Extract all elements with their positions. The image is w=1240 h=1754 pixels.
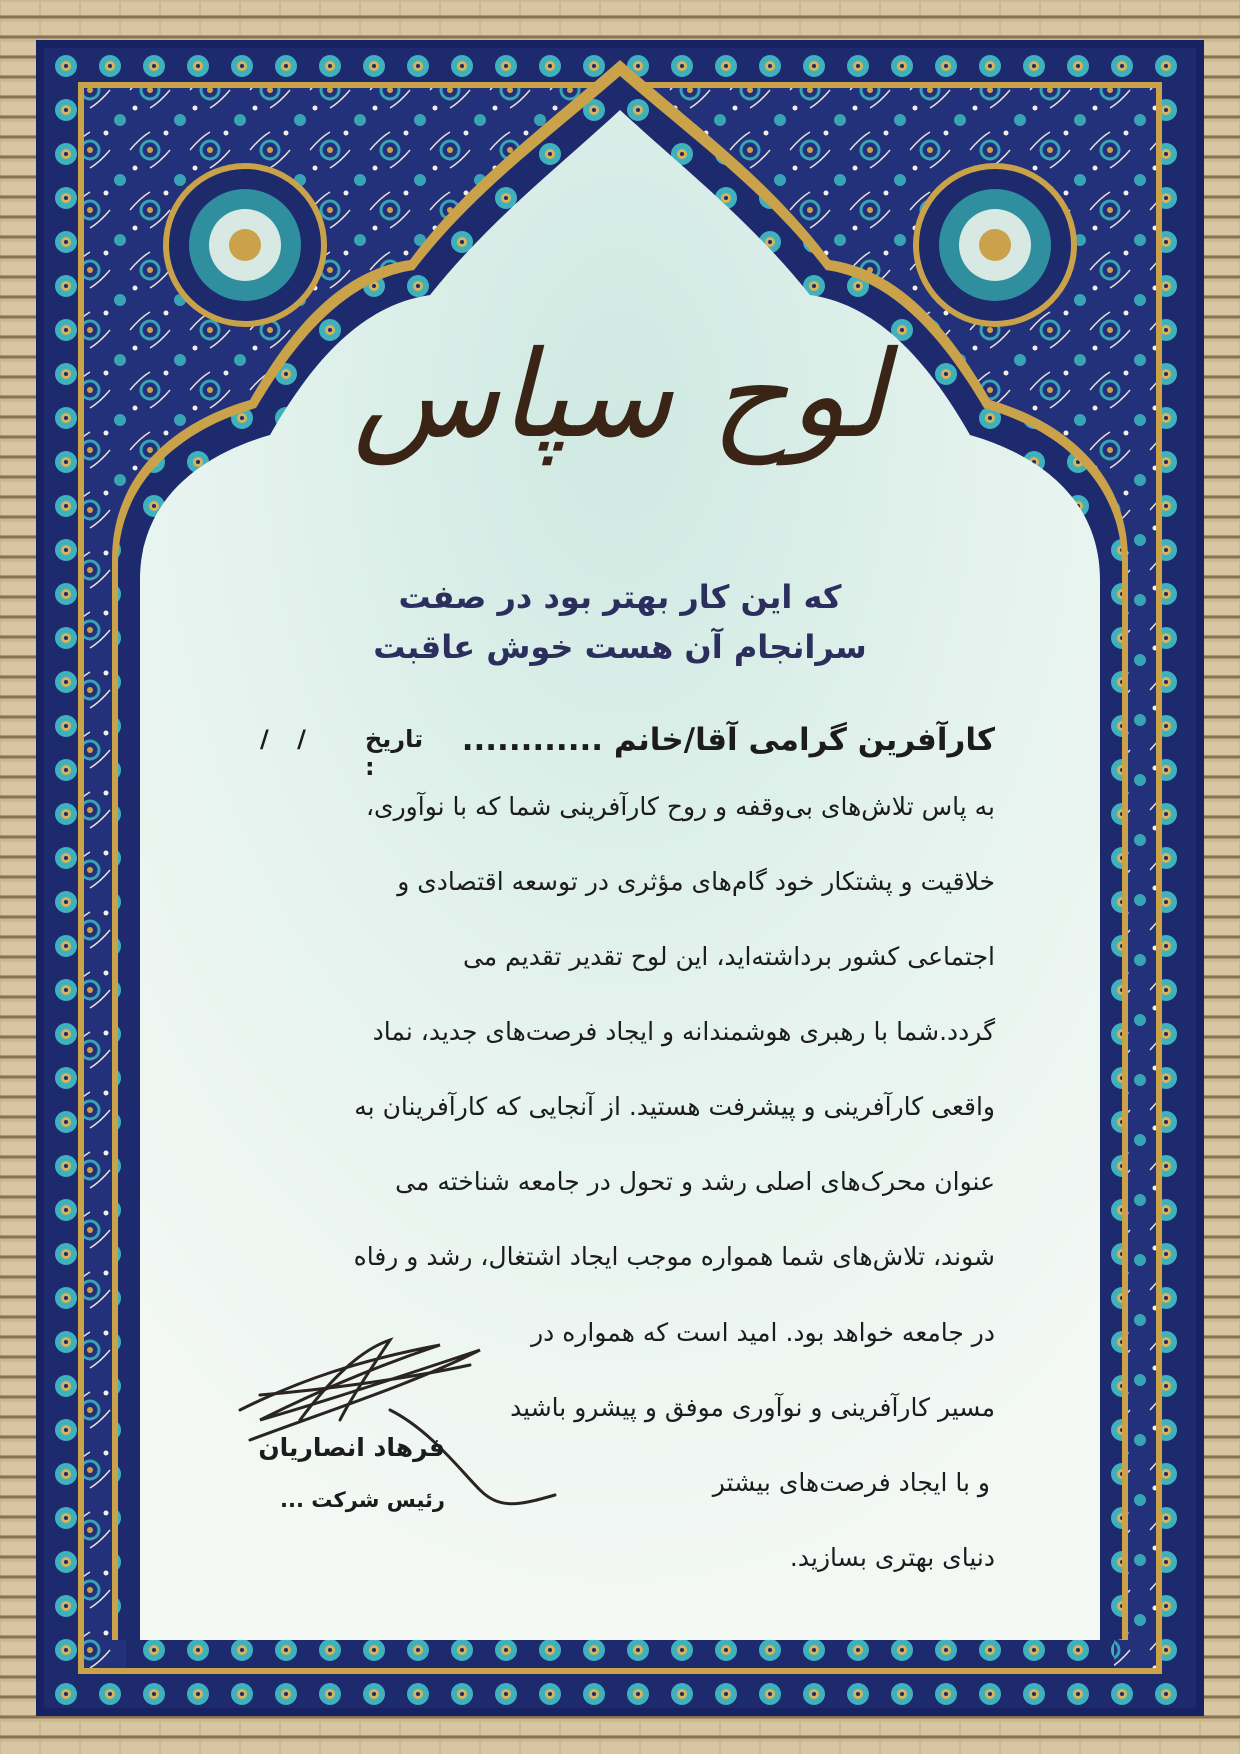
body-line: به پاس تلاش‌های بی‌وقفه و روح کارآفرینی شما که با نوآوری، xyxy=(365,792,995,821)
bottom-tile-strip xyxy=(126,1640,1114,1668)
body-line: عنوان محرک‌های اصلی رشد و تحول در جامعه شناخته می xyxy=(395,1167,995,1196)
body-line: خلاقیت و پشتکار خود گام‌های مؤثری در توسعه اقتصادی و xyxy=(397,867,995,896)
date-label: تاریخ : xyxy=(365,725,424,781)
recipient-heading: کارآفرین گرامی آقا/خانم ............ xyxy=(461,722,995,758)
body-line: گردد.شما با رهبری هوشمندانه و ایجاد فرصت‌های جدید، نماد xyxy=(372,1017,995,1046)
body-line: دنیای بهتری بسازید. xyxy=(789,1543,995,1572)
right-rosette xyxy=(913,163,1077,327)
body-line: و با ایجاد فرصت‌های بیشتر xyxy=(712,1468,990,1497)
body-line: اجتماعی کشور برداشته‌اید، این لوح تقدیر تقدیم می xyxy=(462,942,995,971)
signatory-name: فرهاد انصاریان xyxy=(258,1433,445,1462)
body-line: واقعی کارآفرینی و پیشرفت هستید. از آنجایی که کارآفرینان به xyxy=(354,1092,995,1121)
body-line: شوند، تلاش‌های شما همواره موجب ایجاد اشتغال، رشد و رفاه xyxy=(353,1242,995,1271)
poem-line-2: سرانجام آن هست خوش عاقبت xyxy=(373,628,867,666)
poem-line-1: که این کار بهتر بود در صفت xyxy=(398,578,842,616)
body-line: در جامعه خواهد بود. امید است که همواره در xyxy=(531,1318,995,1347)
body-line: مسیر کارآفرینی و نوآوری موفق و پیشرو باشید xyxy=(510,1393,995,1422)
date-slots: / / xyxy=(260,725,306,753)
left-rosette xyxy=(163,163,327,327)
certificate-title: لوح سپاس xyxy=(353,326,887,465)
signatory-role: رئیس شرکت ... xyxy=(280,1488,445,1512)
